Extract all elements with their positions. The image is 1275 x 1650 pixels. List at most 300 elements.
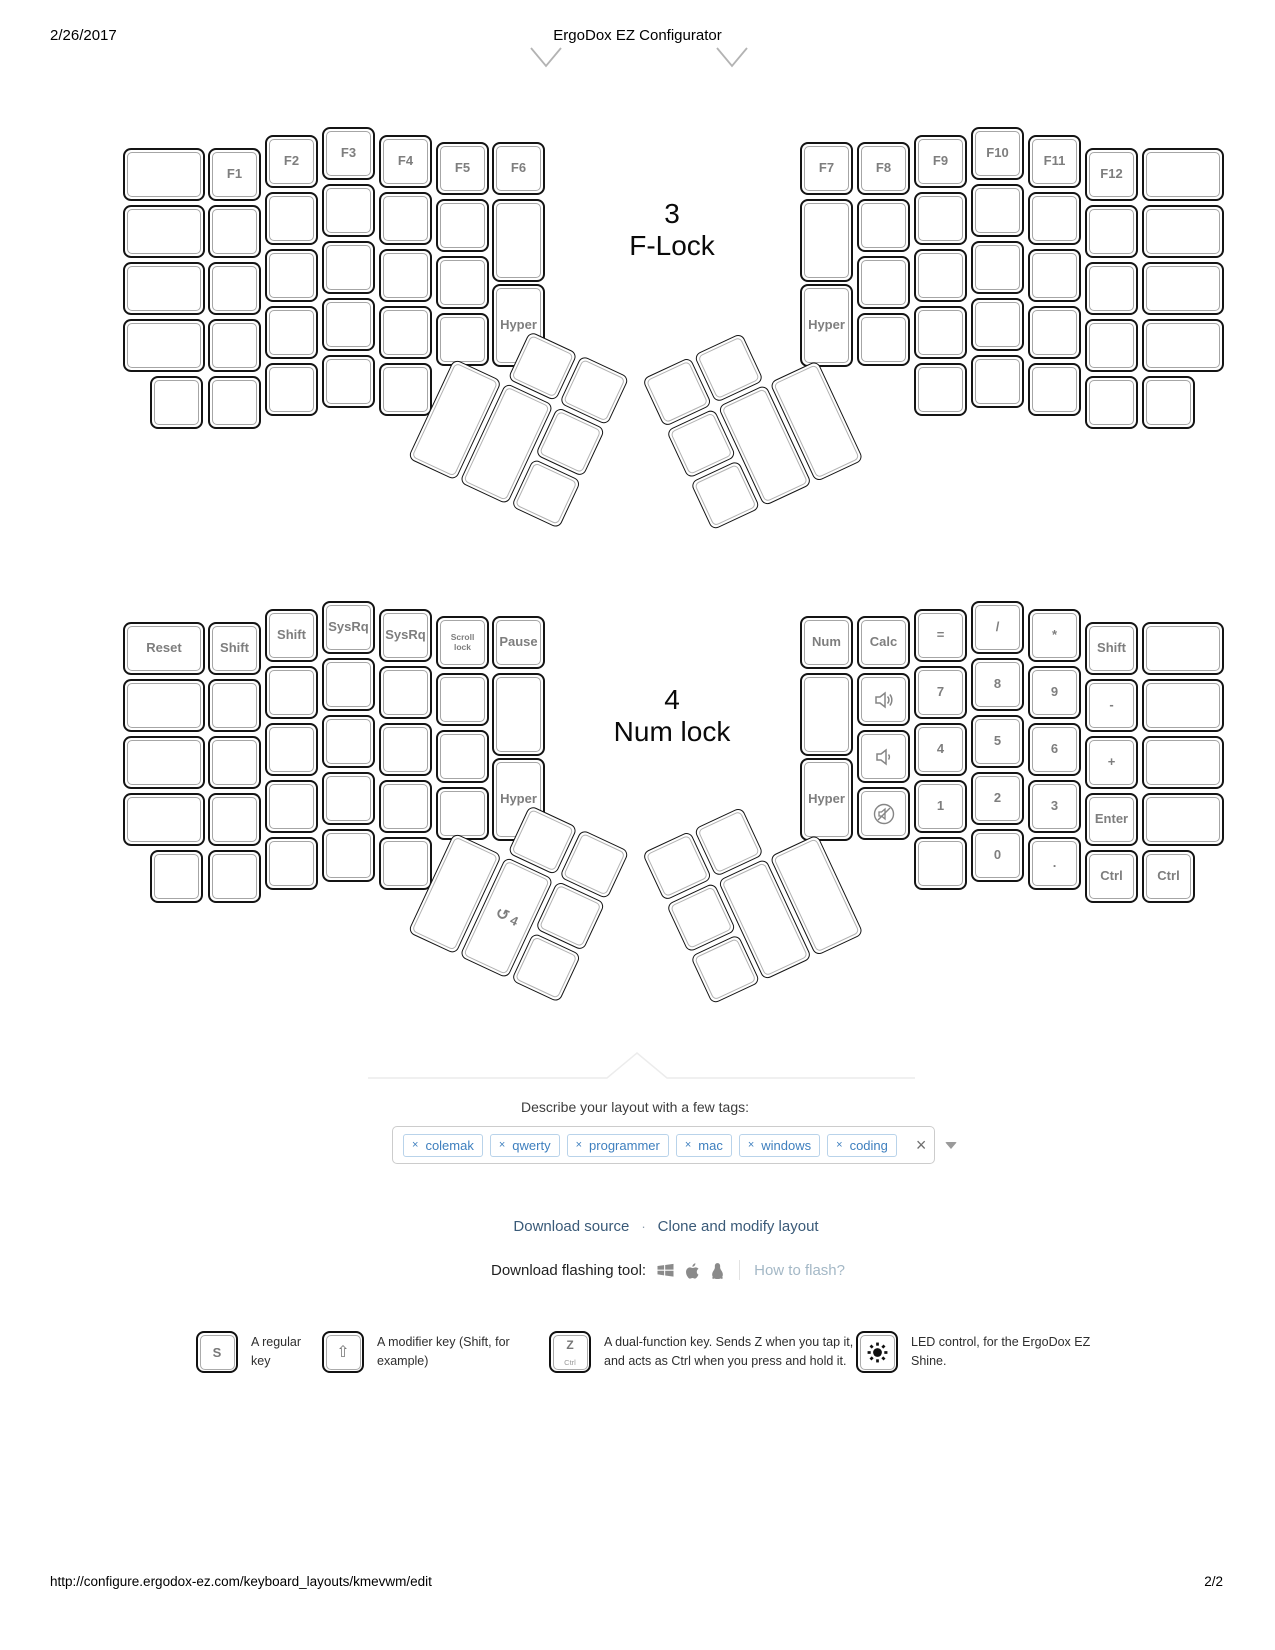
remove-tag-icon[interactable]: × [498,1138,506,1151]
key-blank[interactable] [800,199,853,282]
key-label: 0 [993,847,1002,863]
key-label [802,201,851,280]
key-blank[interactable] [265,837,318,890]
key-blank[interactable] [1085,376,1138,429]
key-blank[interactable] [208,679,261,732]
key-blank[interactable] [322,298,375,351]
tag-label: qwerty [512,1137,551,1153]
key-7[interactable] [914,666,967,719]
clone-layout-link[interactable]: Clone and modify layout [657,1218,819,1235]
key-label [267,251,316,300]
key-label: 6 [1050,741,1059,757]
key-5[interactable] [971,715,1024,768]
key-label: F8 [875,160,892,176]
key-label [324,186,373,235]
key-label [125,738,203,787]
key-blank[interactable] [123,205,205,258]
key-Num[interactable] [800,616,853,669]
key-label [973,300,1022,349]
key-blank[interactable] [1142,376,1195,429]
key-blank[interactable] [1142,679,1224,732]
key-label: F10 [986,145,1009,161]
key-label [125,321,203,370]
key-label [916,839,965,888]
key-blank[interactable] [322,658,375,711]
key-label [973,357,1022,406]
key-label [859,315,908,364]
key-volume-mute[interactable] [857,787,910,840]
key-blank[interactable] [265,306,318,359]
legend-text: LED control, for the ErgoDox EZ Shine. [911,1335,1091,1368]
key-label [125,150,203,199]
key-label: Scroll lock [450,631,475,652]
chevron-down-icon [714,45,750,71]
key-label: Shift [277,627,306,643]
tag-label: mac [698,1137,723,1153]
key-=[interactable] [914,609,967,662]
key-label: 3 [1050,798,1059,814]
key-label [1030,251,1079,300]
key-label [210,264,259,313]
key-label [1144,264,1222,313]
key-label [324,243,373,292]
remove-tag-icon[interactable]: × [412,1138,419,1151]
key-label [152,378,201,427]
remove-tag-icon[interactable]: × [575,1138,583,1151]
key-blank[interactable] [1142,205,1224,258]
key-label [438,258,487,307]
tag-label: windows [761,1137,812,1153]
key-blank[interactable] [971,241,1024,294]
tag-qwerty[interactable] [490,1134,560,1157]
key-label [859,732,908,781]
key-blank[interactable] [208,319,261,372]
header-date: 2/26/2017 [50,27,117,44]
key-label [1144,150,1222,199]
key-blank[interactable] [492,673,545,756]
key-SysRq[interactable] [322,601,375,654]
flash-tool-label: Download flashing tool: [491,1261,647,1279]
layer-toggle-icon: ↺ [492,904,512,926]
key-label: ↺ 4 [492,904,521,929]
key-label: F11 [1043,153,1066,169]
volume-mute-icon [871,801,897,827]
key-F9[interactable] [914,135,967,188]
linux-icon[interactable] [710,1262,725,1279]
key-blank[interactable] [322,772,375,825]
key-label [267,308,316,357]
key-label: . [1052,855,1057,871]
key-label [267,668,316,717]
key-label [210,795,259,844]
key-blank[interactable] [379,249,432,302]
section-divider [0,1045,1275,1087]
key-label: F7 [818,160,835,176]
key-blank[interactable] [1085,262,1138,315]
legend-dual-function-key [549,1331,591,1373]
key-label: Calc [869,634,898,650]
legend-text: A modifier key (Shift, for example) [377,1335,510,1368]
key-label: 8 [993,676,1002,692]
key-label [1087,378,1136,427]
key-label [324,300,373,349]
key-blank[interactable] [379,363,432,416]
key-label [859,789,908,838]
key-blank[interactable] [857,313,910,366]
key-label [324,831,373,880]
key-label: 5 [993,733,1002,749]
key-blank[interactable] [492,199,545,282]
clear-tags-icon[interactable]: × [915,1135,927,1155]
key-blank[interactable] [379,780,432,833]
key-label: F6 [510,160,527,176]
tag-colemak[interactable] [403,1134,483,1157]
key-blank[interactable] [1142,793,1224,846]
key-label [210,321,259,370]
key-blank[interactable] [914,363,967,416]
volume-down-icon [872,745,896,769]
chevron-down-icon[interactable] [945,1142,957,1149]
key-label [1087,207,1136,256]
key-blank[interactable] [208,205,261,258]
key-blank[interactable] [1085,319,1138,372]
key-label [152,852,201,901]
flashing-tool-row [491,1260,845,1280]
key-blank[interactable] [1028,249,1081,302]
key-label [916,308,965,357]
key-label: F1 [226,166,243,182]
key-blank[interactable] [857,256,910,309]
legend-regular-key [196,1331,238,1373]
key-label [267,365,316,414]
key-3[interactable] [1028,780,1081,833]
shift-arrow-icon: ⇧ [336,1344,350,1361]
key-label [1144,207,1222,256]
key-blank[interactable] [1142,736,1224,789]
key-label [210,681,259,730]
layer-name: Num lock [613,716,731,747]
key-/[interactable] [971,601,1024,654]
key-blank[interactable] [208,262,261,315]
how-to-flash-link[interactable]: How to flash? [754,1261,845,1279]
key-blank[interactable] [914,249,967,302]
key-label [267,839,316,888]
key-label: Hyper [500,317,537,333]
key-blank[interactable] [436,256,489,309]
key-label [125,207,203,256]
key-Scroll lock[interactable] [436,616,489,669]
legend-led-key [856,1331,898,1373]
key-label [494,675,543,754]
key-blank[interactable] [914,192,967,245]
key-blank[interactable] [322,184,375,237]
key-label [802,675,851,754]
key-Pause[interactable] [492,616,545,669]
key--[interactable] [1085,679,1138,732]
key-label: F4 [397,153,414,169]
key-4[interactable] [914,723,967,776]
key-label [916,365,965,414]
key-Enter[interactable] [1085,793,1138,846]
key-label: + [1107,754,1116,770]
key-label: SysRq [385,627,426,643]
key-label [973,243,1022,292]
key-blank[interactable] [265,723,318,776]
key-blank[interactable] [436,199,489,252]
key-label [438,675,487,724]
tag-label: coding [849,1137,888,1153]
key-blank[interactable] [379,306,432,359]
key-label [859,675,908,724]
key-blank[interactable] [379,723,432,776]
key-blank[interactable] [436,730,489,783]
layout-links [513,1218,818,1235]
led-icon [858,1333,896,1371]
key-blank[interactable] [1028,363,1081,416]
key-blank[interactable] [123,736,205,789]
key-sub-label: Ctrl [564,1358,576,1367]
key-.[interactable] [1028,837,1081,890]
key-Shift[interactable] [1085,622,1138,675]
key-label [1030,365,1079,414]
key-label [381,725,430,774]
key-label: F3 [340,145,357,161]
key-blank[interactable] [123,319,205,372]
key-label [267,194,316,243]
key-F5[interactable] [436,142,489,195]
key-label [859,201,908,250]
key-F7[interactable] [800,142,853,195]
apple-icon[interactable] [685,1262,700,1279]
remove-tag-icon[interactable]: × [836,1138,843,1151]
key-blank[interactable] [265,666,318,719]
key-8[interactable] [971,658,1024,711]
key-label [324,357,373,406]
remove-tag-icon[interactable]: × [747,1138,755,1151]
key-label: Enter [1094,811,1129,827]
key-1[interactable] [914,780,967,833]
key-F10[interactable] [971,127,1024,180]
legend-modifier-key [322,1331,364,1373]
key-2[interactable] [971,772,1024,825]
key-label [1144,681,1222,730]
tags-prompt: Describe your layout with a few tags: [521,1099,749,1115]
key-label [859,258,908,307]
key-blank[interactable] [208,736,261,789]
tag-mac[interactable] [676,1134,732,1157]
key-9[interactable] [1028,666,1081,719]
key-blank[interactable] [1142,148,1224,201]
key-label: Hyper [808,317,845,333]
key-blank[interactable] [123,793,205,846]
key-label [494,201,543,280]
key-label [916,194,965,243]
key-F1[interactable] [208,148,261,201]
tag-label: colemak [425,1137,474,1153]
key-label [1144,795,1222,844]
key-label [1144,624,1222,673]
key-blank[interactable] [208,793,261,846]
key-label [1087,264,1136,313]
key-label: / [995,619,1000,635]
key-F3[interactable] [322,127,375,180]
key-blank[interactable] [1142,262,1224,315]
key-label [210,738,259,787]
key-label [267,782,316,831]
key-Reset[interactable] [123,622,205,675]
key-blank[interactable] [322,829,375,882]
key-blank[interactable] [265,363,318,416]
key-label: * [1051,627,1058,643]
tag-programmer[interactable] [567,1134,669,1157]
key-label: - [1109,697,1114,713]
key-label: Ctrl [1157,868,1180,884]
key-blank[interactable] [1085,205,1138,258]
key-F8[interactable] [857,142,910,195]
key-label: Num [812,634,841,650]
key-+[interactable] [1085,736,1138,789]
key-label [438,201,487,250]
key-blank[interactable] [914,306,967,359]
key-blank[interactable] [322,241,375,294]
key-label [324,774,373,823]
key-label: Shift [220,640,249,656]
key-label [381,194,430,243]
key-volume-up[interactable] [857,673,910,726]
download-source-link[interactable]: Download source [513,1218,630,1235]
tag-windows[interactable] [739,1134,820,1157]
key-label: Shift [1097,640,1126,656]
page-title: ErgoDox EZ Configurator [553,27,722,44]
chevron-down-icon [528,45,564,71]
key-label [210,378,259,427]
key-Shift[interactable] [208,622,261,675]
key-blank[interactable] [379,192,432,245]
key-label: Reset [146,640,182,656]
key-label [1030,308,1079,357]
key-blank[interactable] [150,376,203,429]
key-blank[interactable] [322,715,375,768]
key-label: 4 [936,741,945,757]
key-label [381,251,430,300]
key-label: Ctrl [1100,868,1123,884]
key-label: = [936,627,945,643]
key-label [916,251,965,300]
link-separator: · [641,1219,646,1234]
key-label [381,365,430,414]
key-label [1087,321,1136,370]
key-label [381,308,430,357]
key-label: F2 [283,153,300,169]
key-F2[interactable] [265,135,318,188]
footer-page-number: 2/2 [1204,1574,1223,1589]
key-blank[interactable] [123,262,205,315]
layer-number: 4 [664,684,680,715]
tag-coding[interactable] [827,1134,897,1157]
key-blank[interactable] [150,850,203,903]
key-label: SysRq [328,619,369,635]
key-blank[interactable] [379,666,432,719]
key-*[interactable] [1028,609,1081,662]
key-F6[interactable] [492,142,545,195]
key-blank[interactable] [857,199,910,252]
windows-icon[interactable] [656,1262,675,1278]
key-label [973,186,1022,235]
key-blank[interactable] [322,355,375,408]
key-Ctrl[interactable] [1085,850,1138,903]
key-label [438,732,487,781]
legend-text: A regular key [251,1335,302,1368]
key-blank[interactable] [265,192,318,245]
key-blank[interactable] [800,673,853,756]
key-label [1144,321,1222,370]
tag-label: programmer [589,1137,660,1153]
key-label [324,660,373,709]
key-blank[interactable] [1142,319,1224,372]
legend-text: A dual-function key. Sends Z when you tap it, and acts as Ctrl when you press and hold it. [604,1335,854,1368]
key-label: 7 [936,684,945,700]
key-blank[interactable] [971,184,1024,237]
key-label: S [212,1344,222,1360]
key-label [381,839,430,888]
key-label: Pause [499,634,538,650]
key-blank[interactable] [1028,306,1081,359]
key-blank[interactable] [123,148,205,201]
key-label: 9 [1050,684,1059,700]
key-label [210,207,259,256]
key-Calc[interactable] [857,616,910,669]
key-blank[interactable] [208,850,261,903]
key-blank[interactable] [123,679,205,732]
key-label [381,668,430,717]
key-label: F12 [1100,166,1123,182]
volume-up-icon [872,688,896,712]
key-label [1144,378,1193,427]
key-label [267,725,316,774]
key-blank[interactable] [265,780,318,833]
key-label: Hyper [500,791,537,807]
key-label [210,852,259,901]
layer-name: F-Lock [629,230,715,261]
remove-tag-icon[interactable]: × [684,1138,692,1151]
key-blank[interactable] [1028,192,1081,245]
key-label [125,795,203,844]
key-Ctrl[interactable] [1142,850,1195,903]
key-F4[interactable] [379,135,432,188]
key-volume-down[interactable] [857,730,910,783]
key-SysRq[interactable] [379,609,432,662]
key-F12[interactable] [1085,148,1138,201]
key-blank[interactable] [436,673,489,726]
key-F11[interactable] [1028,135,1081,188]
key-blank[interactable] [379,837,432,890]
key-blank[interactable] [208,376,261,429]
key-blank[interactable] [971,355,1024,408]
key-blank[interactable] [1142,622,1224,675]
key-blank[interactable] [265,249,318,302]
key-6[interactable] [1028,723,1081,776]
vertical-separator [739,1260,740,1280]
key-label: F9 [932,153,949,169]
key-0[interactable] [971,829,1024,882]
footer-url: http://configure.ergodox-ez.com/keyboard_layouts/kmevwm/edit [50,1574,432,1589]
key-blank[interactable] [971,298,1024,351]
key-blank[interactable] [914,837,967,890]
layer-number: 3 [664,198,680,229]
key-Shift[interactable] [265,609,318,662]
tags-input[interactable] [392,1126,935,1164]
key-label: Hyper [808,791,845,807]
